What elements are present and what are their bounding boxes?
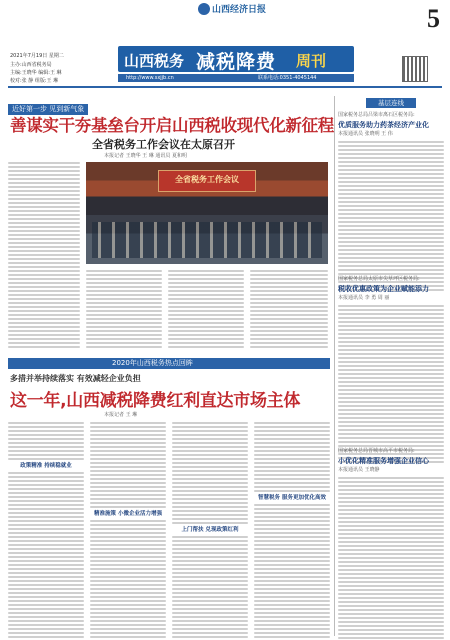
second-text-column-2 — [90, 422, 166, 640]
title-part-2: 减税降费 — [196, 51, 277, 73]
conference-photo — [86, 162, 328, 264]
sidebar-story-kicker: 国家税务总局太原市尖草坪区税务局: — [338, 276, 420, 282]
title-part-1: 山西税务 — [124, 52, 185, 70]
second-text-column-4 — [254, 422, 330, 640]
column-divider — [334, 96, 335, 636]
masthead-rule — [8, 86, 442, 88]
paper-logo-icon — [198, 3, 210, 15]
sidebar-story-byline: 本报通讯员 张晓明 王 伟 — [338, 131, 393, 137]
sidebar-story-1 — [338, 112, 444, 291]
lead-text-column-2 — [86, 270, 162, 348]
subhead-2: 精准施策 小微企业活力增强 — [94, 511, 162, 517]
masthead — [0, 0, 450, 92]
sidebar-story-byline: 本报通讯员 李 勇 周 丽 — [338, 295, 390, 301]
lead-banner: 近好第一步 见到新气象 — [8, 104, 88, 115]
lead-story — [8, 96, 335, 356]
sidebar — [338, 96, 444, 636]
paper-name: 山西经济日报 — [212, 5, 267, 15]
qr-code-icon — [402, 56, 428, 82]
second-headline: 这一年,山西减税降费红利直达市场主体 — [10, 391, 301, 411]
sidebar-story-byline: 本报通讯员 王晓静 — [338, 467, 380, 473]
photo-caption: 全省税务工作会议 — [175, 175, 239, 184]
lead-text-column-3 — [168, 270, 244, 348]
hotline: 联系电话:0351-4045144 — [258, 75, 317, 81]
photo-audience — [92, 222, 322, 258]
second-text-column-1 — [8, 422, 84, 640]
lead-subheadline: 全省税务工作会议在太原召开 — [92, 138, 235, 151]
sidebar-story-title: 优质服务助力药茶经济产业化 — [338, 121, 429, 129]
second-text-column-3 — [172, 422, 248, 640]
second-byline: 本报记者 王 琳 — [104, 412, 138, 418]
sidebar-story-title: 小优化精准服务增强企业信心 — [338, 457, 429, 465]
editor-line-1: 主办:山西省税务局 — [10, 62, 52, 68]
date-line: 2021年7月19日 星期二 — [10, 53, 64, 59]
subhead-3: 上门帮扶 兑现政策红利 — [181, 527, 239, 533]
sidebar-story-3 — [338, 448, 444, 640]
second-story — [8, 358, 330, 636]
lead-headline: 善谋实干夯基垒台开启山西税收现代化新征程 — [10, 116, 335, 135]
subhead-1: 政策精准 持续稳就业 — [20, 463, 72, 469]
lead-text-column-4 — [250, 270, 328, 348]
second-banner: 2020年山西税务热点回眸 — [112, 359, 193, 367]
title-part-3: 周刊 — [296, 52, 327, 70]
sidebar-story-kicker: 国家税务总局晋城市高平市税务局: — [338, 448, 415, 454]
lead-text-column-1 — [8, 162, 80, 348]
website: http://www.sxjjb.cn — [126, 75, 174, 81]
editor-line-2: 主编:王晓华 编辑:王 琳 — [10, 70, 62, 76]
subhead-4: 智慧税务 服务更加优化高效 — [258, 495, 326, 501]
second-kicker: 多措并举持续落实 有效减轻企业负担 — [10, 374, 141, 383]
sidebar-story-title: 税收优惠政策为企业赋能添力 — [338, 285, 429, 293]
page-number: 5 — [427, 4, 440, 33]
sidebar-story-2 — [338, 276, 444, 463]
sidebar-label: 基层连线 — [378, 99, 404, 107]
lead-byline: 本报记者 王晓华 王 琳 通讯员 夏和明 — [104, 153, 187, 159]
sidebar-story-kicker: 国家税务总局吕梁市离石区税务局: — [338, 112, 415, 118]
editor-line-3: 校对:张 静 组版:王 琳 — [10, 78, 59, 84]
